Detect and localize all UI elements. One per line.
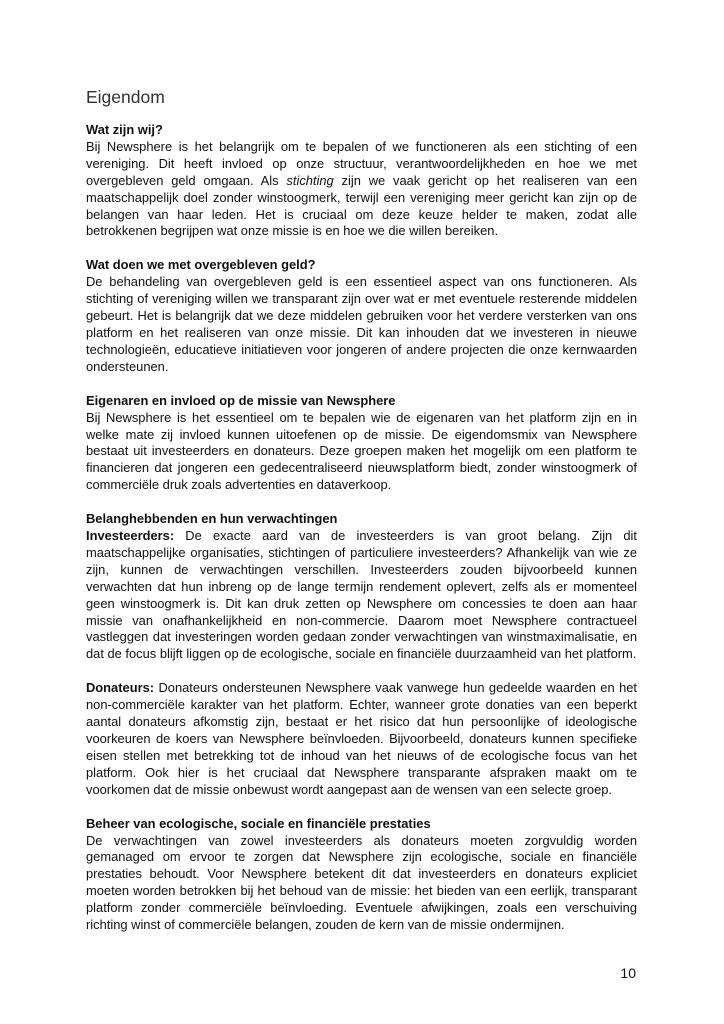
section-belanghebbenden xyxy=(86,511,637,663)
body-text: De exacte aard van de investeerders is van groot belang. Zijn dit maatschappelijke organisaties, stichtingen of particuliere investeerders? Afhankelijk van wie ze zijn, kunnen de verwachtingen verschillen. Investeerders zouden bijvoorbeeld kunnen verwachten dat hun inbreng op de lange termijn rendement oplevert, zelfs als er momenteel geen winstoogmerk is. Dit kan druk zetten op Newsphere om concessies te doen aan haar missie van onafhankelijkheid en non-commercie. Daarom moet Newsphere contractueel vastleggen dat investeringen worden gedaan zonder verwachtingen van winstmaximalisatie, en dat de focus blijft liggen op de ecologische, sociale en financiële duurzaamheid van het platform. xyxy=(86,528,637,662)
page-title: Eigendom xyxy=(86,87,165,107)
section-body xyxy=(86,680,637,798)
section-body: De verwachtingen van zowel investeerders als donateurs moeten zorgvuldig worden gemanaged om ervoor te zorgen dat Newsphere zijn ecologische, sociale en financiële prestaties behoudt. Voor Newsphere betekent dit dat investeerders en donateurs expliciet moeten worden betrokken bij het behoud van de missie: het bieden van een eerlijk, transparant platform zonder commerciële beïnvloeding. Eventuele afwijkingen, zoals een verschuiving richting winst of commerciële belangen, zouden de kern van de missie ondermijnen. xyxy=(86,832,637,933)
section-heading: Belanghebbenden en hun verwachtingen xyxy=(86,511,338,527)
term-label: Donateurs: xyxy=(86,680,155,696)
section-body: De behandeling van overgebleven geld is een essentieel aspect van ons functioneren. Als stichting of vereniging willen we transparant zijn over wat er met eventuele resterende middelen gebeurt. Het is belangrijk dat we deze middelen gebruiken voor het verdere versterken van ons platform en het realiseren van onze missie. Dit kan inhouden dat we investeren in nieuwe technologieën, educatieve initiatieven voor jongeren of andere projecten die onze kernwaarden ondersteunen. xyxy=(86,274,637,374)
page-content xyxy=(86,86,637,951)
page-number: 10 xyxy=(620,965,636,981)
section-eigenaren xyxy=(86,393,637,494)
term-label: Investeerders: xyxy=(86,528,175,544)
section-body: Bij Newsphere is het essentieel om te bepalen wie de eigenaren van het platform zijn en in welke mate zij invloed kunnen uitoefenen op de missie. De eigendomsmix van Newsphere bestaat uit investeerders en donateurs. Deze groepen maken het mogelijk om een platform te financieren dat jongeren een gedecentraliseerd nieuwsplatform biedt, zonder winstoogmerk of commerciële druk zoals advertenties en dataverkoop. xyxy=(86,409,637,493)
section-wat-zijn-wij xyxy=(86,122,637,240)
section-body xyxy=(86,528,637,663)
section-heading: Wat zijn wij? xyxy=(86,122,163,137)
section-overgebleven-geld xyxy=(86,257,637,375)
body-text: Donateurs ondersteunen Newsphere vaak vanwege hun gedeelde waarden en het non-commerciële karakter van het platform. Echter, wanneer grote donaties van een beperkt aantal donateurs afkomstig zijn, bestaat er het risico dat hun persoonlijke of ideologische voorkeuren de koers van Newsphere beïnvloeden. Bijvoorbeeld, donateurs kunnen specifieke eisen stellen met betrekking tot de inhoud van het nieuws of de ecologische focus van het platform. Ook hier is het cruciaal dat Newsphere transparante afspraken maakt om te voorkomen dat de missie onbewust wordt aangepast aan de wensen van een selecte groep. xyxy=(86,680,637,797)
section-heading: Eigenaren en invloed op de missie van Newsphere xyxy=(86,392,396,408)
section-beheer-prestaties xyxy=(86,816,637,934)
section-body xyxy=(86,139,637,240)
section-donateurs xyxy=(86,680,637,798)
section-heading: Wat doen we met overgebleven geld? xyxy=(86,257,316,273)
emphasis-text: stichting xyxy=(286,172,334,188)
body-text: zijn we vaak gericht op het realiseren van een maatschappelijk doel zonder winstoogmerk, terwijl een vereniging meer gericht kan zijn op de belangen van haar leden. Het is cruciaal om deze keuze helder te maken, zodat alle betrokkenen begrijpen wat onze missie is en hoe we die willen bereiken. xyxy=(86,172,637,239)
body-text: Bij Newsphere is het belangrijk om te bepalen of we functioneren als een stichting of een vereniging. Dit heeft invloed op onze structuur, verantwoordelijkheden en hoe we met overgebleven geld omgaan. Als xyxy=(86,138,637,188)
section-heading: Beheer van ecologische, sociale en financiële prestaties xyxy=(86,815,431,831)
